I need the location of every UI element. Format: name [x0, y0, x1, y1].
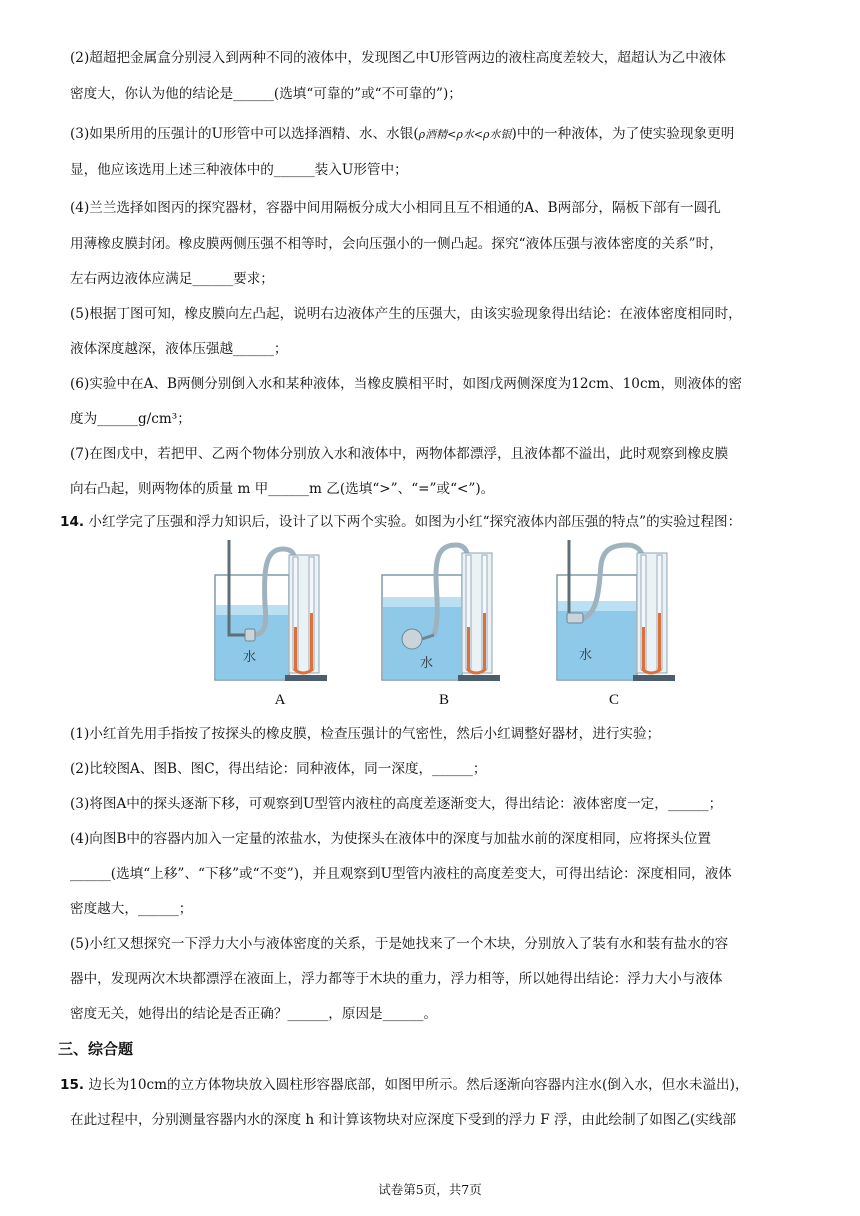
q13-p3-text-a: (3)如果所用的压强计的U形管中可以选择酒精、水、水银(	[70, 126, 419, 142]
probe-b	[402, 629, 422, 649]
figure-c-label: C	[608, 692, 619, 708]
q13-p5-line1: (5)根据丁图可知，橡皮膜向左凸起，说明右边液体产生的压强大，由该实验现象得出结论：在液体密度相同时，	[70, 306, 742, 322]
probe-c	[567, 613, 583, 623]
q13-p2-line1: (2)超超把金属盒分别浸入到两种不同的液体中，发现图乙中U形管两边的液柱高度差较大，超超认为乙中液体	[70, 50, 727, 66]
figure-b-label: B	[438, 692, 449, 708]
q14-intro-line	[60, 512, 810, 532]
q13-p5-line2: 液体深度越深，液体压强越______；	[70, 341, 288, 357]
q15-number: 15.	[60, 1077, 85, 1093]
liquid-label-c: 水	[579, 648, 593, 663]
probe-a	[245, 629, 255, 641]
q13-p3-text-b: )中的一种液体，为了使实验现象更明	[511, 126, 735, 142]
q13-p2-line2: 密度大，你认为他的结论是______(选填“可靠的”或“不可靠的”)；	[70, 86, 462, 102]
u-liquid-right-b	[483, 613, 486, 669]
u-liquid-right-c	[658, 613, 661, 669]
q15-line-1	[60, 1075, 810, 1095]
water-surface-b	[383, 597, 461, 607]
q14-line-2: (2)比较图A、图B、图C，得出结论：同种液体，同一深度，______；	[70, 761, 487, 777]
q13-p3-formula: ρ酒精<ρ水<ρ水银	[418, 128, 512, 141]
q14-line-8: 器中，发现两次木块都漂浮在液面上，浮力都等于木块的重力，浮力相等，所以她得出结论：浮力大小与液体	[70, 971, 723, 987]
stand-base-c	[633, 675, 675, 681]
q13-p4-line1: (4)兰兰选择如图丙的探究器材，容器中间用隔板分成大小相同且互不相通的A、B两部分，隔板下部有一圆孔	[70, 200, 721, 216]
stand-base-b	[458, 675, 500, 681]
q13-p7-line2: 向右凸起，则两物体的质量 m 甲______m 乙(选填“>”、“=”或“<”)。	[70, 481, 495, 497]
page-footer: 试卷第5页，共7页	[378, 1182, 482, 1197]
q13-p4-line3: 左右两边液体应满足______要求；	[70, 271, 274, 287]
q13-p6-line1: (6)实验中在A、B两侧分别倒入水和某种液体，当橡皮膜相平时，如图戊两侧深度为12cm、10cm，则液体的密	[70, 376, 743, 392]
figure-b	[378, 535, 538, 685]
water-a	[216, 605, 288, 679]
q14-line-5: ______(选填“上移”、“下移”或“不变”)，并且观察到U型管内液柱的高度差变大，可得出结论：深度相同，液体	[70, 866, 732, 882]
liquid-label-a: 水	[243, 650, 257, 665]
q13-p6-line2: 度为______g/cm³；	[70, 411, 191, 427]
u-liquid-right-a	[310, 613, 313, 669]
q13-p3-line2: 显，他应该选用上述三种液体中的______装入U形管中；	[70, 162, 408, 178]
u-liquid-left-a	[294, 627, 297, 669]
q14-intro: 小红学完了压强和浮力知识后，设计了以下两个实验。如图为小红“探究液体内部压强的特点”的实验过程图：	[88, 514, 742, 530]
q13-p4-line2: 用薄橡皮膜封闭。橡皮膜两侧压强不相等时，会向压强小的一侧凸起。探究“液体压强与液体密度的关系”时，	[70, 236, 723, 252]
q14-number: 14.	[60, 514, 85, 530]
u-liquid-left-b	[467, 627, 470, 669]
stand-base-a	[285, 675, 327, 681]
q14-line-4: (4)向图B中的容器内加入一定量的浓盐水，为使探头在液体中的深度与加盐水前的深度相同，应将探头位置	[70, 831, 711, 847]
q14-line-9: 密度无关，她得出的结论是否正确？______，原因是______。	[70, 1006, 438, 1022]
u-liquid-left-c	[642, 627, 645, 669]
section-heading: 三、综合题	[58, 1040, 134, 1058]
liquid-label-b: 水	[420, 656, 434, 671]
q14-line-1: (1)小红首先用手指按了按探头的橡皮膜，检查压强计的气密性，然后小红调整好器材，进行实验；	[70, 726, 661, 742]
water-surface-a	[216, 605, 288, 615]
q13-p3-line1	[70, 124, 820, 145]
figure-a	[205, 535, 365, 685]
q15-line-2: 在此过程中，分别测量容器内水的深度 h 和计算该物块对应深度下受到的浮力 F 浮，由此绘制了如图乙(实线部	[70, 1112, 737, 1128]
q15-text-1: 边长为10cm的立方体物块放入圆柱形容器底部，如图甲所示。然后逐渐向容器内注水(倒入水，但水未溢出)，	[88, 1077, 749, 1093]
figure-a-label: A	[274, 692, 286, 708]
q14-line-6: 密度越大，______；	[70, 901, 193, 917]
q13-p7-line1: (7)在图戊中，若把甲、乙两个物体分别放入水和液体中，两物体都漂浮，且液体都不溢出，此时观察到橡皮膜	[70, 446, 729, 462]
q14-line-7: (5)小红又想探究一下浮力大小与液体密度的关系，于是她找来了一个木块，分别放入了装有水和装有盐水的容	[70, 936, 729, 952]
q14-line-3: (3)将图A中的探头逐渐下移，可观察到U型管内液柱的高度差逐渐变大，得出结论：液体密度一定，______；	[70, 796, 723, 812]
figure-c	[553, 535, 713, 685]
